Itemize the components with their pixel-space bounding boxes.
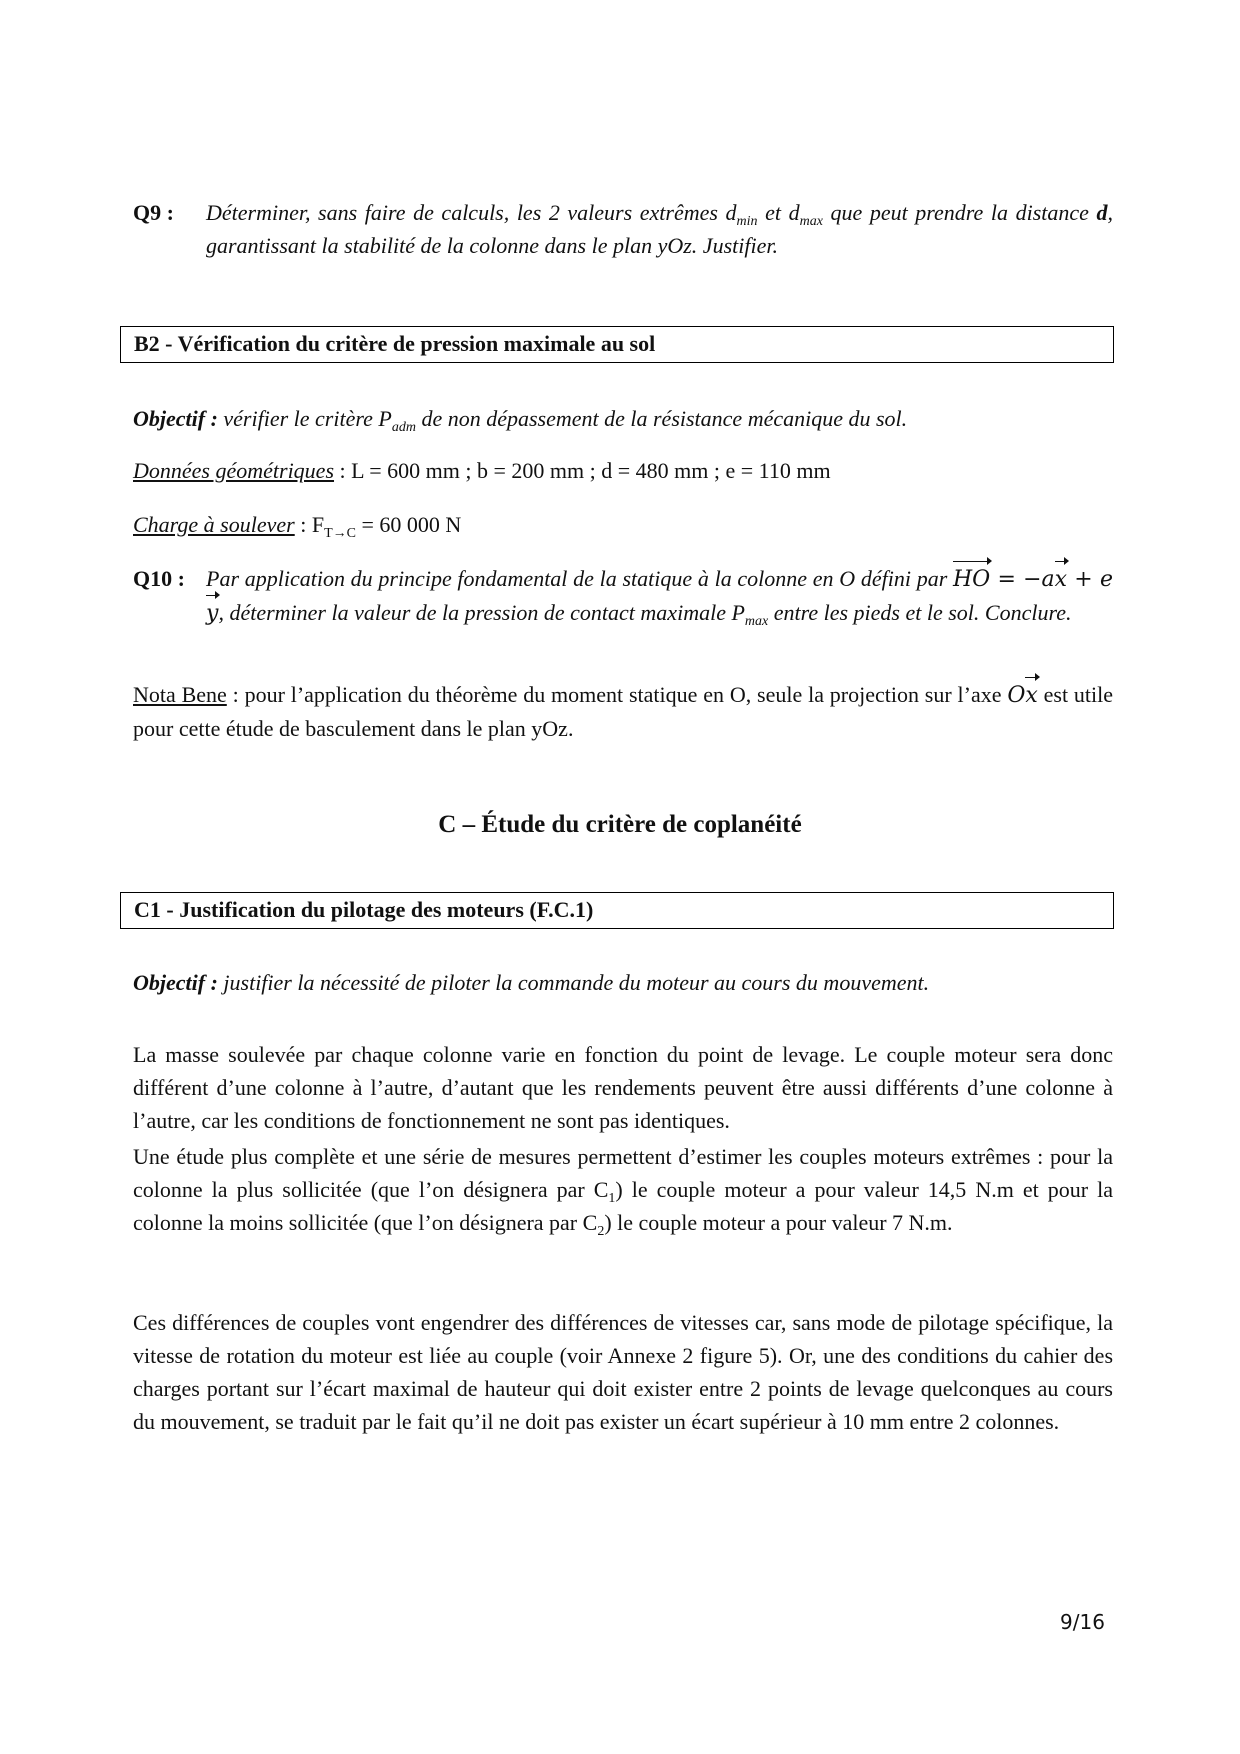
section-c-title: C – Étude du critère de coplanéité — [438, 811, 802, 838]
load-data: Charge à soulever : $F_{T\to C} = 60$ 000 N — [133, 512, 462, 541]
q9-text: Déterminer, sans faire de calculs, les 2 valeurs extrêmes $d_{min}$ et $d_{max}$ que peut prendre la distance d, garantissant la stabilité de la colonne dans le plan yOz. Justifier. — [206, 200, 1113, 258]
c1-paragraph-1: La masse soulevée par chaque colonne varie en fonction du point de levage. Le couple moteur sera donc différent d’une colonne à l’autre, d’autant que les rendements peuvent être aussi différents d’une colonne à l’autre, car les conditions de fonctionnement ne sont pas identiques. — [133, 1042, 1113, 1133]
q9-label: Q9 : — [133, 200, 174, 225]
b2-objective: Objectif : vérifier le critère $P_{adm}$ de non dépassement de la résistance mécanique du sol. — [133, 406, 908, 435]
c1-objective: Objectif : justifier la nécessité de piloter la commande du moteur au cours du mouvement. — [133, 970, 930, 995]
q10-label: Q10 : — [133, 566, 185, 591]
c1-section-heading: C1 - Justification du pilotage des moteurs (F.C.1) — [120, 892, 1114, 929]
geometric-data: Données géométriques : L = 600 mm ; b = 200 mm ; d = 480 mm ; e = 110 mm — [133, 458, 831, 483]
nota-bene: Nota Bene : pour l’application du théorème du moment statique en O, seule la projection sur l’axe Ox est utile pour cette étude de basculement dans le plan yOz. — [133, 678, 1113, 745]
c1-paragraph-2: Une étude plus complète et une série de mesures permettent d’estimer les couples moteurs extrêmes : pour la colonne la plus sollicitée (que l’on désignera par $C_1$) le couple moteur a pour valeur 14,5 N.m et pour la colonne la moins sollicitée (que l’on désignera par $C_2$) le couple moteur a pour valeur 7 N.m. — [133, 1144, 1113, 1239]
q10-text: Par application du principe fondamental de la statique à la colonne en O défini par HO = −ax + ey, déterminer la valeur de la pression de contact maximale $P_{max}$ entre les pieds et le sol. Conclure. — [206, 562, 1113, 630]
b2-section-heading: B2 - Vérification du critère de pression maximale au sol — [120, 326, 1114, 363]
page-number: 9/16 — [1060, 1610, 1105, 1634]
c1-paragraph-3: Ces différences de couples vont engendrer des différences de vitesses car, sans mode de pilotage spécifique, la vitesse de rotation du moteur est liée au couple (voir Annexe 2 figure 5). Or, une des conditions du cahier des charges portant sur l’écart maximal de hauteur qui doit exister entre 2 points de levage quelconques au cours du mouvement, se traduit par le fait qu’il ne doit pas exister un écart supérieur à 10 mm entre 2 colonnes. — [133, 1310, 1113, 1434]
